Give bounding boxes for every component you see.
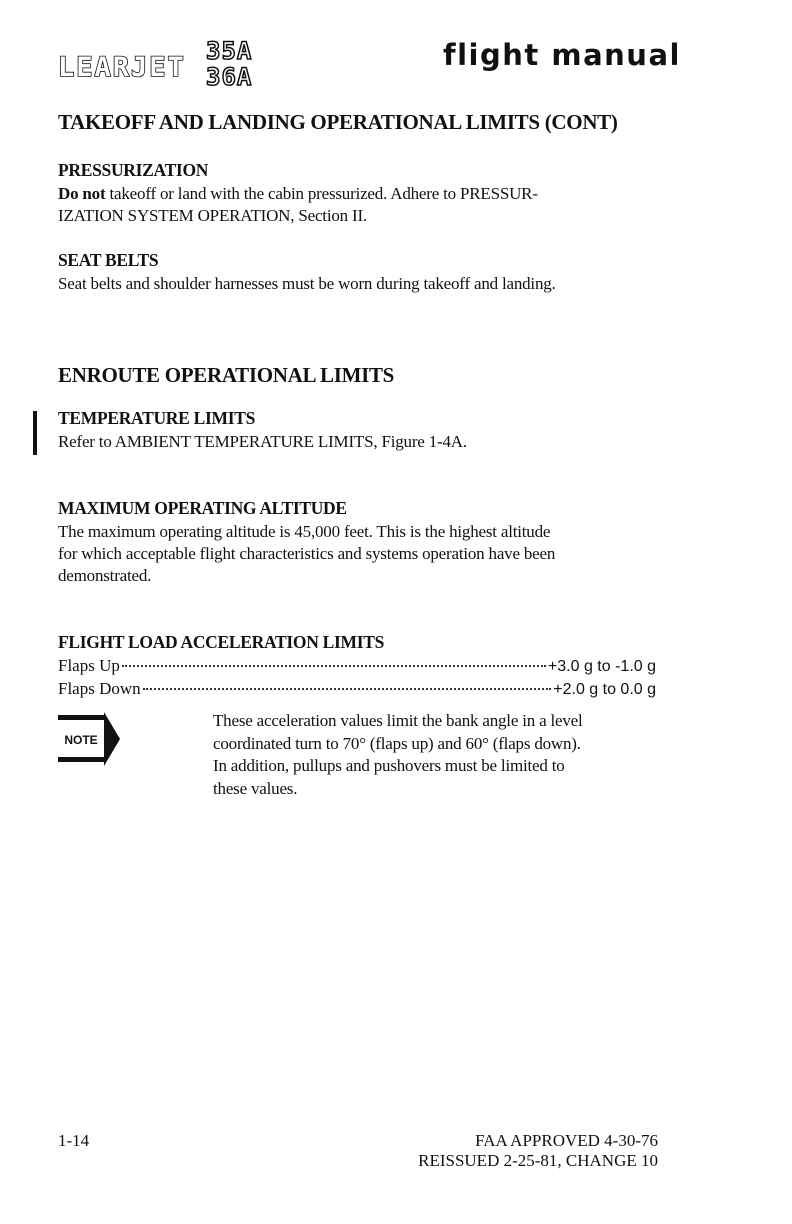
heading-pressurization: PRESSURIZATION [58,160,209,180]
note-line-4: these values. [213,778,298,798]
pressurization-line-1-rest: takeoff or land with the cabin pressurized. Adhere to PRESSUR- [105,184,538,203]
note-text [213,710,657,800]
temperature-limits-text: Refer to AMBIENT TEMPERATURE LIMITS, Figure 1-4A. [58,432,467,451]
heading-seat-belts: SEAT BELTS [58,250,159,270]
pressurization-line-2: IZATION SYSTEM OPERATION, Section II. [58,206,367,225]
heading-flight-load-acceleration: FLIGHT LOAD ACCELERATION LIMITS [58,632,385,652]
reissued-change: REISSUED 2-25-81, CHANGE 10 [418,1151,658,1170]
section-title-enroute: ENROUTE OPERATIONAL LIMITS [58,363,395,387]
note-line-3: In addition, pullups and pushovers must be limited to [213,756,565,775]
logo-models [206,38,276,90]
learjet-logo [58,38,278,96]
logo-model-35a: 35A [206,37,253,65]
note-label: NOTE [64,733,98,747]
revision-change-bar [33,411,37,455]
altitude-line-3: demonstrated. [58,566,152,585]
limit-row-flaps-up [58,655,656,677]
do-not-emphasis: Do not [58,184,106,203]
note-arrow-icon [58,712,120,766]
note-line-1: These acceleration values limit the bank angle in a level [213,711,583,730]
altitude-text [58,521,658,587]
limit-value: +2.0 g to 0.0 g [553,681,656,698]
limit-value: +3.0 g to -1.0 g [547,658,656,675]
logo-model-36a: 36A [206,63,253,91]
footer-approval-block [418,1131,658,1171]
note-line-2: coordinated turn to 70° (flaps up) and 60° (flaps down). [213,733,581,753]
faa-approved-date: FAA APPROVED 4-30-76 [475,1131,658,1150]
section-title-takeoff-landing: TAKEOFF AND LANDING OPERATIONAL LIMITS (CONT) [58,110,618,134]
manual-title: flight manual [443,38,681,72]
pressurization-text [58,183,658,227]
altitude-line-1: The maximum operating altitude is 45,000 feet. This is the highest altitude [58,522,551,541]
seat-belts-text: Seat belts and shoulder harnesses must be worn during takeoff and landing. [58,274,556,293]
limit-label: Flaps Down [58,679,141,698]
pressurization-line-1 [58,183,658,205]
limit-row-flaps-down [58,678,656,700]
altitude-line-2: for which acceptable flight characteristics and systems operation have been [58,544,556,563]
dot-leader [143,686,552,690]
dot-leader [122,663,546,667]
logo-word: LEARJET [58,52,186,83]
heading-maximum-operating-altitude: MAXIMUM OPERATING ALTITUDE [58,498,347,518]
limit-label: Flaps Up [58,656,120,675]
page-number: 1-14 [58,1131,90,1150]
heading-temperature-limits: TEMPERATURE LIMITS [58,408,256,428]
